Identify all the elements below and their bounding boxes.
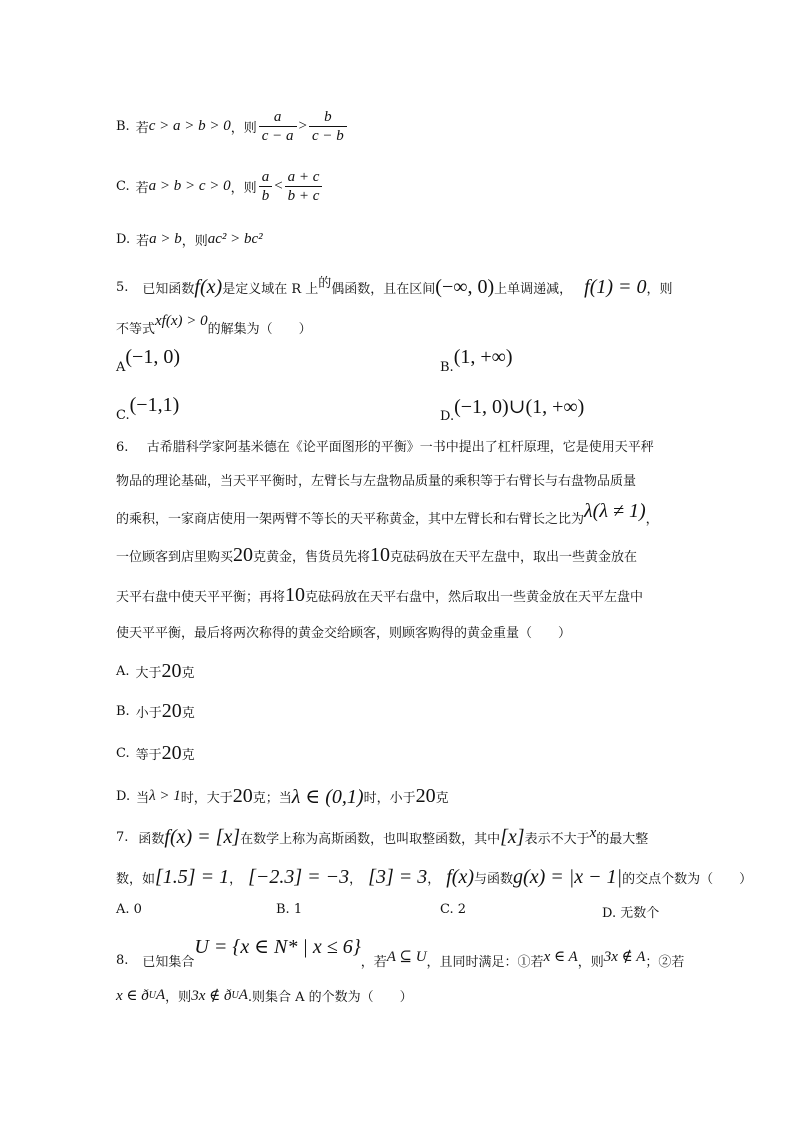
option-text: 小于 xyxy=(135,706,162,721)
question-text: ，且同时满足：①若 xyxy=(426,955,544,970)
question-text: 一位顾客到店里购买 xyxy=(116,550,234,565)
numerator: a xyxy=(259,108,297,127)
question-number: 5. xyxy=(116,280,129,295)
question-text: .则集合 A 的个数为（ ） xyxy=(247,990,413,1005)
q6-line-5 xyxy=(116,584,643,607)
question-text: ；②若 xyxy=(645,955,685,970)
q6-line-3 xyxy=(116,500,659,527)
option-text: C. 2 xyxy=(440,902,467,917)
math-number: 20 xyxy=(415,785,436,807)
question-text: ，则 xyxy=(165,990,192,1005)
option-label: C. xyxy=(116,179,130,194)
q5-option-b xyxy=(440,346,513,375)
math-condition: λ > 1 xyxy=(149,788,181,804)
math-expression: ac² > bc² xyxy=(207,231,263,247)
option-label: D. xyxy=(116,789,131,804)
question-text: ，若 xyxy=(360,955,387,970)
q4-option-c xyxy=(116,168,324,205)
math-function: f(x) = [x] xyxy=(164,826,241,848)
math-inequality: xf(x) > 0 xyxy=(155,313,208,329)
question-text: 古希腊科学家阿基米德在《论平面图形的平衡》一书中提出了杠杆原理，它是使用天平秤 xyxy=(146,440,654,455)
fraction xyxy=(259,168,273,205)
q7-option-d xyxy=(602,902,659,921)
math-interval: (−∞, 0) xyxy=(435,276,495,298)
q4-option-d xyxy=(116,230,263,249)
question-text: 的解集为（ ） xyxy=(207,322,312,337)
q6-line-2 xyxy=(116,470,636,489)
question-text: 的乘积，一家商店使用一架两臂不等长的天平称黄金，其中左臂长和右臂长之比为 xyxy=(116,512,585,527)
option-text: 时，大于 xyxy=(180,791,233,806)
math-complement: 3x ∉ ð xyxy=(191,988,232,1004)
option-text: D. 无数个 xyxy=(602,906,660,921)
math-example: [−2.3] = −3 xyxy=(248,866,350,888)
option-value: (1, +∞) xyxy=(453,346,513,368)
numerator: b xyxy=(309,108,347,127)
question-number: 7. xyxy=(116,830,129,845)
math-number: 20 xyxy=(161,742,182,764)
question-number: 6. xyxy=(116,440,129,455)
punctuation: ， xyxy=(349,872,363,887)
option-value: (−1, 0)∪(1, +∞) xyxy=(454,396,585,418)
q6-line-6 xyxy=(116,622,571,641)
q8-line-1 xyxy=(116,934,685,970)
question-text: 不等式 xyxy=(116,322,156,337)
q6-option-c xyxy=(116,742,195,765)
option-text: 若 xyxy=(135,121,149,136)
question-text: 的交点个数为（ ） xyxy=(622,872,753,887)
math-bracket: [x] xyxy=(500,826,525,848)
question-text: 函数 xyxy=(138,832,165,847)
math-condition: λ ∈ (0,1) xyxy=(291,786,364,808)
option-text: ，则 xyxy=(230,121,257,136)
question-text: 的最大整 xyxy=(596,832,649,847)
math-condition: a > b > c > 0 xyxy=(148,178,231,194)
option-text: ，则 xyxy=(230,181,257,196)
question-text: ，则 xyxy=(577,955,604,970)
option-text: B. 1 xyxy=(276,902,303,917)
q5-option-d xyxy=(440,394,585,424)
question-text: 克黄金，售货员先将 xyxy=(253,550,371,565)
question-text: 偶函数，且在区间 xyxy=(331,282,436,297)
math-function: f(x) xyxy=(446,866,475,888)
math-equation: f(1) = 0 xyxy=(584,276,647,298)
q4-option-b xyxy=(116,108,349,145)
q7-option-a xyxy=(116,902,142,917)
math-subscript: U xyxy=(148,990,156,1001)
question-text: 是定义域在 R 上 xyxy=(222,282,319,297)
math-operator: < xyxy=(274,178,283,194)
question-text: 上单调递减， xyxy=(494,282,573,297)
question-text: 克砝码放在天平左盘中，取出一些黄金放在 xyxy=(390,550,638,565)
numerator: a xyxy=(259,168,273,187)
q7-line-1 xyxy=(116,826,648,849)
option-text: 克；当 xyxy=(252,791,292,806)
math-number: 20 xyxy=(232,785,253,807)
option-label: A. xyxy=(116,664,130,679)
math-number: 10 xyxy=(370,544,391,566)
math-number: 20 xyxy=(233,544,254,566)
option-label: B. xyxy=(116,119,130,134)
question-text: 天平右盘中使天平平衡；再将 xyxy=(116,590,286,605)
question-text: 物品的理论基础，当天平平衡时，左臂长与左盘物品质量的乘积等于右臂长与右盘物品质量 xyxy=(116,474,637,489)
question-text: ，则 xyxy=(646,282,673,297)
q7-option-c xyxy=(440,902,466,917)
question-text: 使天平平衡，最后将两次称得的黄金交给顾客，则顾客购得的黄金重量（ ） xyxy=(116,626,572,641)
option-label: D. xyxy=(440,409,455,424)
math-number: 20 xyxy=(161,700,182,722)
math-number: 20 xyxy=(161,660,182,682)
punctuation: ， xyxy=(427,872,441,887)
option-text: 当 xyxy=(136,791,150,806)
option-text: 克 xyxy=(181,706,195,721)
option-text: ，则 xyxy=(181,234,208,249)
question-text: 与函数 xyxy=(474,872,514,887)
q6-option-a xyxy=(116,660,195,683)
option-label: A xyxy=(116,360,126,375)
q5-line-2 xyxy=(116,313,312,337)
q5-option-c xyxy=(116,394,180,423)
question-text: 的 xyxy=(318,276,332,291)
option-text: 时，小于 xyxy=(363,791,416,806)
q7-option-b xyxy=(276,902,302,917)
q6-option-b xyxy=(116,700,195,723)
option-label: B. xyxy=(116,704,130,719)
question-text: 已知函数 xyxy=(142,282,195,297)
option-text: 大于 xyxy=(135,666,162,681)
option-text: 克 xyxy=(181,666,195,681)
math-set-name: A xyxy=(238,987,248,1003)
q8-line-2 xyxy=(116,986,413,1005)
question-text: ， xyxy=(645,512,659,527)
math-function: f(x) xyxy=(194,276,223,298)
option-value: (−1,1) xyxy=(129,394,180,416)
fraction xyxy=(285,168,323,205)
option-label: B. xyxy=(440,360,454,375)
math-variable: x xyxy=(589,825,597,841)
question-text: 在数学上称为高斯函数，也叫取整函数，其中 xyxy=(240,832,501,847)
math-condition: a > b xyxy=(149,231,182,247)
math-condition: c > a > b > 0 xyxy=(148,118,231,134)
option-text: A. 0 xyxy=(116,902,142,917)
option-text: 等于 xyxy=(135,748,162,763)
question-text: 已知集合 xyxy=(142,955,195,970)
math-number: 10 xyxy=(285,584,306,606)
q6-option-d xyxy=(116,784,449,809)
option-text: 若 xyxy=(135,181,149,196)
math-complement: x ∈ ð xyxy=(116,988,149,1004)
math-membership: 3x ∉ A xyxy=(603,949,646,965)
math-example: [3] = 3 xyxy=(368,866,428,888)
fraction xyxy=(309,108,347,145)
q5-option-a xyxy=(116,346,180,375)
question-text: 表示不大于 xyxy=(524,832,590,847)
punctuation: ， xyxy=(229,872,243,887)
denominator: b xyxy=(261,188,270,204)
option-text: 克 xyxy=(435,791,449,806)
fraction xyxy=(259,108,297,145)
option-value: (−1, 0) xyxy=(125,346,180,368)
option-label: D. xyxy=(116,232,131,247)
math-function: g(x) = |x − 1| xyxy=(513,866,623,888)
option-label: C. xyxy=(116,408,130,423)
option-text: 克 xyxy=(181,748,195,763)
question-number: 8. xyxy=(116,953,129,968)
option-text: 若 xyxy=(136,234,150,249)
question-text: 数，如 xyxy=(116,872,156,887)
denominator: b + c xyxy=(287,188,320,204)
q5-line-1 xyxy=(116,276,673,299)
denominator: c − a xyxy=(261,128,294,144)
math-subset: A ⊆ U xyxy=(386,949,427,965)
option-label: C. xyxy=(116,746,130,761)
math-example: [1.5] = 1 xyxy=(155,866,230,888)
math-ratio: λ(λ ≠ 1) xyxy=(584,500,646,522)
question-text: 克砝码放在天平右盘中，然后取出一些黄金放在天平左盘中 xyxy=(305,590,644,605)
q6-line-1 xyxy=(116,436,654,455)
math-set: U = {x ∈ N* | x ≤ 6} xyxy=(194,936,361,958)
math-operator: > xyxy=(298,118,307,134)
numerator: a + c xyxy=(285,168,323,187)
math-set-name: A xyxy=(156,987,166,1003)
denominator: c − b xyxy=(312,128,344,144)
q7-line-2 xyxy=(116,866,752,889)
math-subscript: U xyxy=(231,990,239,1001)
q6-line-4 xyxy=(116,544,637,567)
math-membership: x ∈ A xyxy=(543,949,578,965)
